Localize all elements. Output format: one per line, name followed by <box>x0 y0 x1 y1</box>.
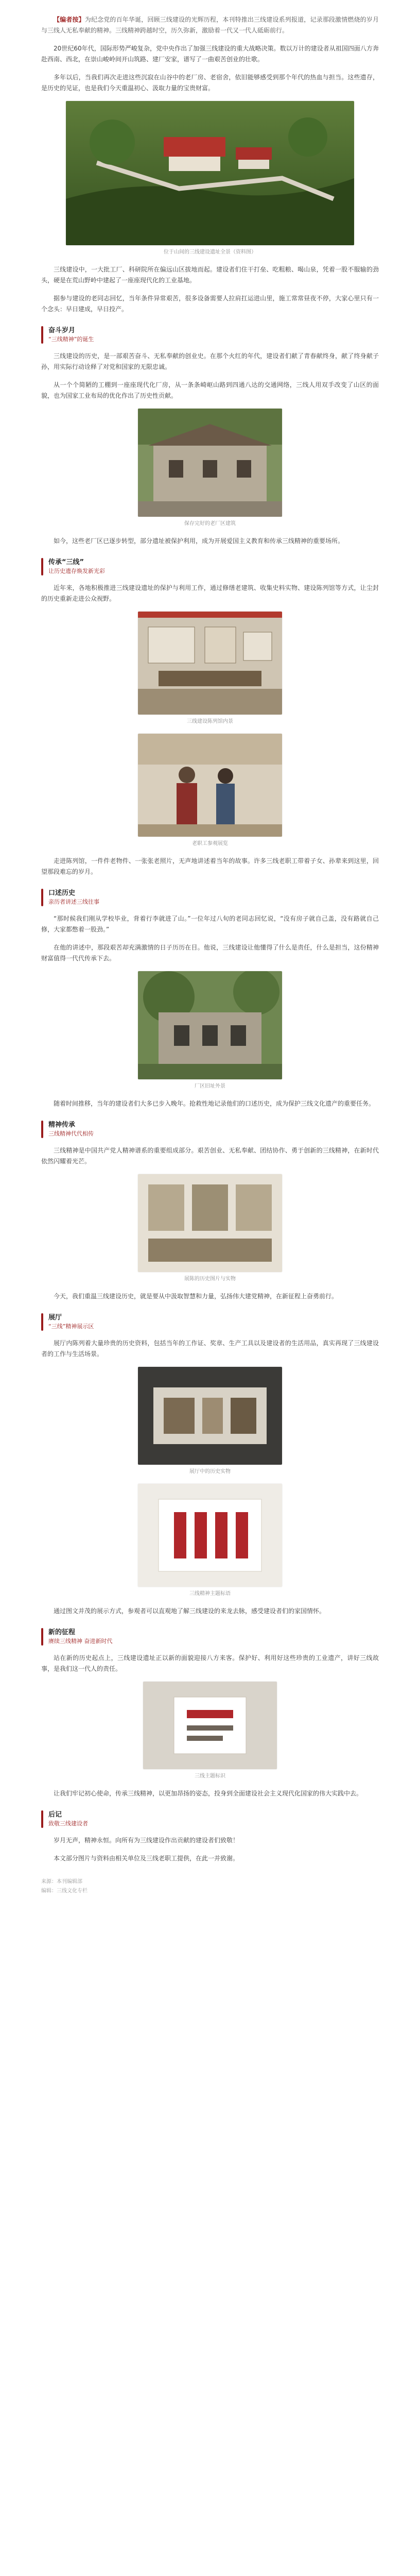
body-paragraph: 岁月无声，精神永恒。向所有为三线建设作出贡献的建设者们致敬！ <box>54 1837 239 1844</box>
section-subtitle: “三线精神”的诞生 <box>48 336 94 343</box>
body-paragraph: 20世纪60年代，国际形势严峻复杂，党中央作出了加强三线建设的重大战略决策。数以万计的建设者从祖国四面八方奔赴西南、西北，在崇山峻岭间开山筑路、建厂安家，谱写了一曲艰苦创业的壮歌。 <box>41 45 379 63</box>
photo-slogan-image <box>138 1484 282 1587</box>
intro-text: 为纪念党的百年华诞，回顾三线建设的光辉历程，本刊特推出三线建设系列报道，记录那段激情燃烧的岁月与三线人无私奉献的精神。三线精神跨越时空，历久弥新，激励着一代又一代人砥砺前行。 <box>41 16 379 34</box>
photo-mountain-site <box>66 101 354 245</box>
section-heading <box>41 889 379 906</box>
photo-caption: 老职工参观展览 <box>192 841 228 846</box>
footer-source: 来源：本刊编辑部 <box>41 1879 82 1885</box>
body-paragraph: 随着时间推移，当年的建设者们大多已步入晚年。抢救性地记录他们的口述历史，成为保护三线文化遗产的重要任务。 <box>54 1100 375 1107</box>
photo-exhibition-hall <box>138 612 282 715</box>
section-accent-bar <box>41 1121 43 1138</box>
body-paragraph: 三线精神是中国共产党人精神谱系的重要组成部分。艰苦创业、无私奉献、团结协作、勇于创新的三线精神，在新时代依然闪耀着光芒。 <box>41 1147 379 1165</box>
section-title: 展厅 <box>48 1314 62 1321</box>
body-paragraph: 三线建设中，一大批工厂、科研院所在偏远山区拔地而起。建设者们住干打垒、吃粗粮、喝山泉，凭着一股不服输的劲头，硬是在荒山野岭中建起了一座座现代化的工业基地。 <box>41 266 379 284</box>
section-heading <box>41 558 379 575</box>
body-paragraph: 如今，这些老厂区已逐步转型，部分遗址被保护利用，成为开展爱国主义教育和传承三线精神的重要场所。 <box>54 537 344 545</box>
body-paragraph: 让我们牢记初心使命，传承三线精神，以更加昂扬的姿态，投身到全面建设社会主义现代化国家的伟大实践中去。 <box>54 1790 363 1797</box>
section-heading <box>41 1628 379 1646</box>
body-paragraph: 据参与建设的老同志回忆，当年条件异常艰苦，很多设备需要人拉肩扛运进山里，施工常常昼夜不停，大家心里只有一个念头：早日建成，早日投产。 <box>41 295 379 313</box>
section-heading <box>41 1810 379 1828</box>
section-accent-bar <box>41 889 43 906</box>
section-accent-bar <box>41 1313 43 1331</box>
body-paragraph: 走进陈列馆，一件件老物件、一张张老照片，无声地讲述着当年的故事。许多三线老职工带着子女、孙辈来到这里，回望那段难忘的岁月。 <box>41 857 379 875</box>
body-paragraph: 通过图文并茂的展示方式，参观者可以直观地了解三线建设的来龙去脉，感受建设者们的家国情怀。 <box>54 1607 326 1615</box>
body-paragraph: 展厅内陈列着大量珍贵的历史资料，包括当年的工作证、奖章、生产工具以及建设者的生活用品，真实再现了三线建设者的工作与生活场景。 <box>41 1340 379 1358</box>
photo-slogan <box>138 1484 282 1587</box>
footer-editor: 编辑：三线文化专栏 <box>41 1888 87 1894</box>
section-title: 新的征程 <box>48 1629 76 1636</box>
photo-mountain-site-image <box>66 101 354 245</box>
body-paragraph: 近年来，各地积极推进三线建设遗址的保护与利用工作，通过修缮老建筑、收集史料实物、建设陈列馆等方式，让尘封的历史重新走进公众视野。 <box>41 584 379 602</box>
body-paragraph: 多年以后，当我们再次走进这些沉寂在山谷中的老厂房、老宿舍，依旧能够感受到那个年代的热血与担当。这些遗存，是历史的见证，也是我们今天重温初心、汲取力量的宝贵财富。 <box>41 74 379 92</box>
photo-display-wall-image <box>138 1174 282 1272</box>
photo-sign-image <box>143 1682 277 1769</box>
section-subtitle: 三线精神代代相传 <box>48 1130 94 1137</box>
section-heading <box>41 1121 379 1138</box>
photo-caption: 三线建设陈列馆内景 <box>187 719 233 724</box>
section-subtitle: 赓续三线精神 奋进新时代 <box>48 1638 113 1645</box>
photo-sign <box>143 1682 277 1769</box>
section-title: 后记 <box>48 1811 62 1819</box>
photo-caption: 位于山间的三线建设遗址全景（资料图） <box>164 249 256 255</box>
body-paragraph: 今天，我们重温三线建设历史，就是要从中汲取智慧和力量，弘扬伟大建党精神，在新征程上奋勇前行。 <box>54 1293 338 1300</box>
section-accent-bar <box>41 558 43 575</box>
section-title: 精神传承 <box>48 1121 76 1129</box>
article-footer <box>41 1877 379 1896</box>
body-paragraph: “那时候我们刚从学校毕业，背着行李就进了山。”一位年过八旬的老同志回忆说，“没有房子就自己盖，没有路就自己修，大家都憋着一股劲。” <box>41 915 379 933</box>
photo-exhibit-objects <box>138 1367 282 1465</box>
section-title: 口述历史 <box>48 889 76 897</box>
intro-paragraph <box>41 14 379 36</box>
photo-caption: 三线精神主题标语 <box>189 1591 231 1597</box>
photo-caption: 展陈的历史图片与实物 <box>184 1276 236 1282</box>
body-paragraph: 在他的讲述中，那段艰苦却充满激情的日子历历在目。他说，三线建设让他懂得了什么是责任，什么是担当，这份精神财富值得一代代传承下去。 <box>41 944 379 962</box>
photo-factory-ruins <box>138 971 282 1079</box>
photo-caption: 展厅中的历史实物 <box>189 1469 231 1475</box>
section-subtitle: “三线”精神展示区 <box>48 1323 94 1330</box>
photo-visitors-image <box>138 734 282 837</box>
section-accent-bar <box>41 326 43 344</box>
section-accent-bar <box>41 1810 43 1828</box>
photo-factory-ruins-image <box>138 971 282 1079</box>
body-paragraph: 从一个个简陋的工棚到一座座现代化厂房，从一条条崎岖山路到四通八达的交通网络，三线人用双手改变了山区的面貌，也为国家工业布局的优化作出了历史性贡献。 <box>41 381 379 399</box>
section-accent-bar <box>41 1628 43 1646</box>
body-paragraph: 本文部分图片与资料由相关单位及三线老职工提供，在此一并致谢。 <box>54 1855 239 1862</box>
lead-tag: 【编者按】 <box>54 16 85 23</box>
photo-old-building <box>138 409 282 517</box>
body-paragraph: 三线建设的历史，是一部艰苦奋斗、无私奉献的创业史。在那个火红的年代，建设者们献了青春献终身，献了终身献子孙，用实际行动诠释了对党和国家的无限忠诚。 <box>41 352 379 370</box>
photo-exhibition-hall-image <box>138 612 282 715</box>
photo-visitors <box>138 734 282 837</box>
photo-caption: 厂区旧址外景 <box>195 1083 225 1089</box>
body-paragraph: 站在新的历史起点上，三线建设遗址正以新的面貌迎接八方来客。保护好、利用好这些珍贵的工业遗产，讲好三线故事，是我们这一代人的责任。 <box>41 1654 379 1672</box>
photo-display-wall <box>138 1174 282 1272</box>
section-heading <box>41 326 379 344</box>
section-subtitle: 致敬三线建设者 <box>48 1820 88 1827</box>
photo-exhibit-objects-image <box>138 1367 282 1465</box>
photo-caption: 三线主题标识 <box>195 1773 225 1779</box>
section-subtitle: 让历史遗存焕发新光彩 <box>48 568 105 574</box>
photo-caption: 保存完好的老厂区建筑 <box>184 521 236 527</box>
section-subtitle: 亲历者讲述三线往事 <box>48 899 99 905</box>
section-title: 奋斗岁月 <box>48 327 76 334</box>
photo-old-building-image <box>138 409 282 517</box>
section-heading <box>41 1313 379 1331</box>
section-title: 传承“三线” <box>48 558 84 566</box>
